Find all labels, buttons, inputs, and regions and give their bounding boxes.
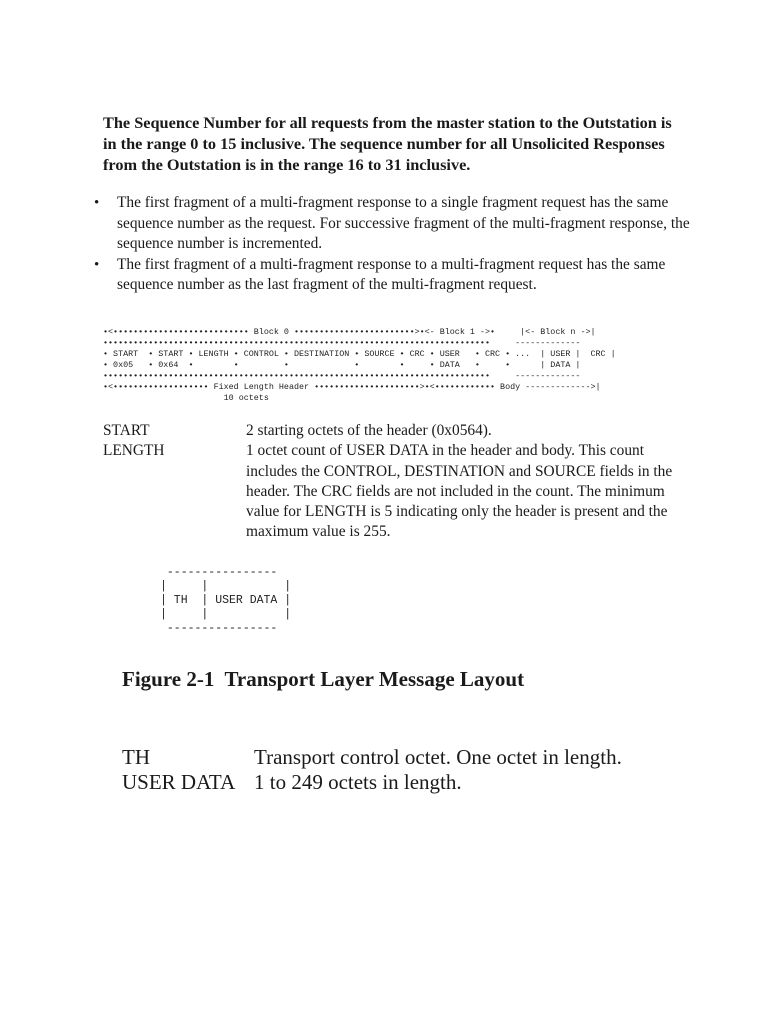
definition-term: LENGTH [103,442,165,460]
frame-layout-diagram [103,327,673,407]
diagram-line: 10 octets [103,393,269,403]
definition-desc: 1 to 249 octets in length. [254,770,462,794]
bullet-text: The first fragment of a multi-fragment response to a single fragment request has the same sequence number as the request. For successive fragment of the multi-fragment response, the sequence number is incremented. [117,194,690,252]
definition-desc: 2 starting octets of the header (0x0564). [246,422,492,439]
intro-paragraph: The Sequence Number for all requests from the master station to the Outstation is in the range 0 to 15 inclusive. The sequence number for all Unsolicited Responses from the Outstation is in the range 16 to 31 inclusive. [103,113,672,174]
definition-row [122,770,682,795]
diagram-line: ---------------- [160,622,278,635]
definition-desc: Transport control octet. One octet in length. [254,745,622,769]
definition-term: TH [122,745,150,769]
list-item [94,255,694,296]
diagram-line: •<••••••••••••••••••• Fixed Length Header •••••••••••••••••••••>•<•••••••••••• Body ------------->| [103,382,601,392]
diagram-line: | TH | USER DATA | [160,594,292,607]
definition-row [122,745,682,770]
bullet-text: The first fragment of a multi-fragment response to a multi-fragment request has the same sequence number as the last fragment of the multi-fragment request. [117,255,666,293]
diagram-line: • 0x05 • 0x64 • • • • • • DATA • • | DATA | [103,360,611,370]
diagram-line: ---------------- [160,566,278,579]
transport-layer-diagram [160,566,320,638]
bullet-list [94,193,694,296]
transport-definitions [122,745,682,795]
bullet-icon: • [94,256,100,273]
list-item [94,193,694,255]
definition-term: START [103,422,150,439]
diagram-line: ••••••••••••••••••••••••••••••••••••••••••••••••••••••••••••••••••••••••••••• ------------- [103,338,581,348]
diagram-line: | | | [160,580,292,593]
diagram-line: | | | [160,608,292,621]
definition-row [103,421,683,441]
definition-desc: 1 octet count of USER DATA in the header and body. This count includes the CONTROL, DESTINATION and SOURCE fields in the header. The CRC fields are not included in the count. The minimum value for LENGTH is 5 indicating only the header is present and the maximum value is 255. [246,442,673,541]
diagram-line: • START • START • LENGTH • CONTROL • DESTINATION • SOURCE • CRC • USER • CRC • ... | USER | CRC | [103,349,616,359]
field-definitions [103,421,683,543]
diagram-line: ••••••••••••••••••••••••••••••••••••••••••••••••••••••••••••••••••••••••••••• ------------- [103,371,581,381]
definition-term: USER DATA [122,770,236,794]
figure-caption: Figure 2-1 Transport Layer Message Layout [122,667,525,691]
bullet-icon: • [94,195,100,211]
diagram-line: •<••••••••••••••••••••••••••• Block 0 ••••••••••••••••••••••••>•<- Block 1 ->• |<- Block n ->| [103,327,596,337]
definition-row [103,441,683,542]
